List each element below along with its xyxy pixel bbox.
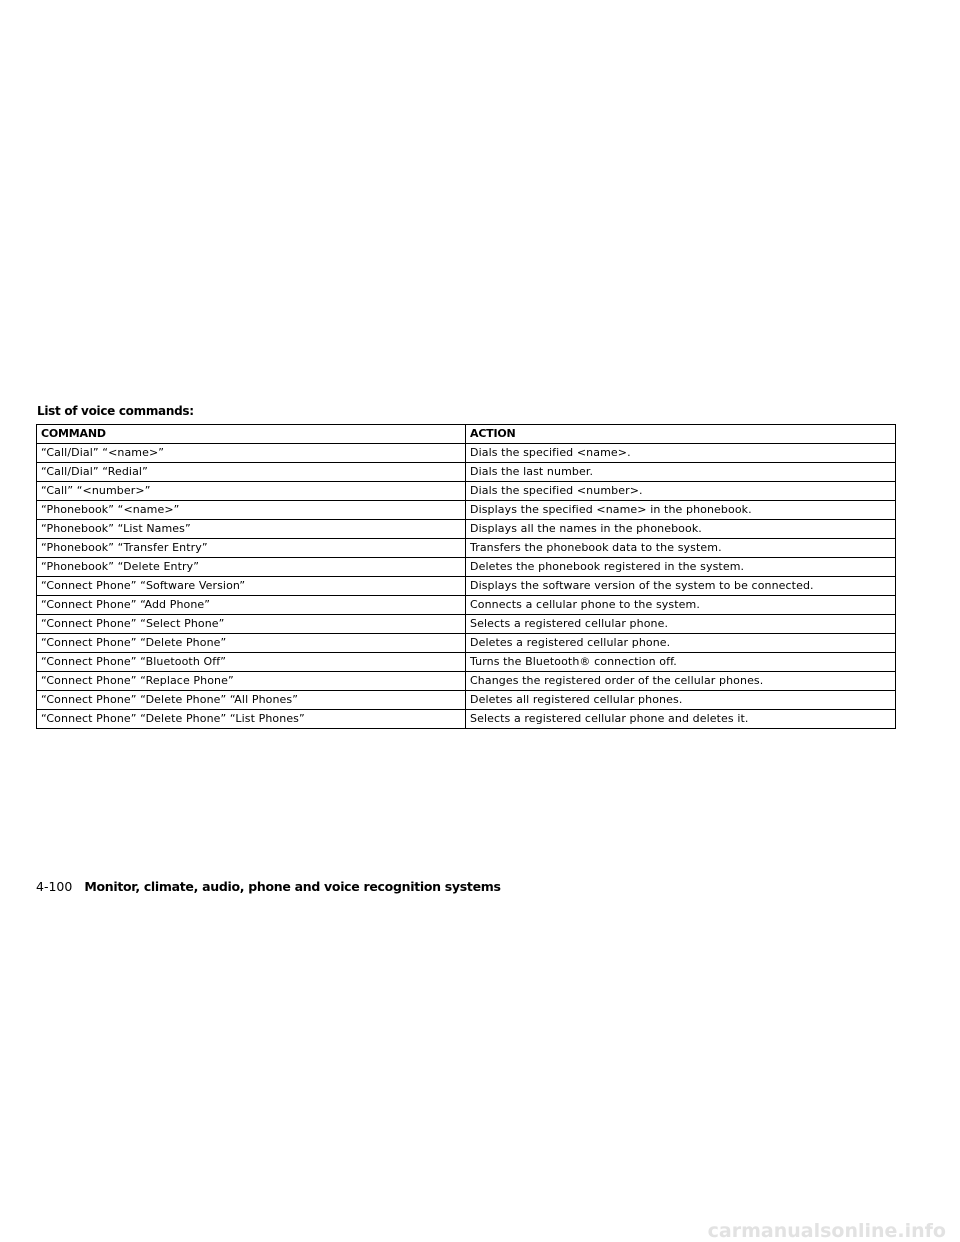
action-cell: Displays the software version of the system to be connected. (466, 577, 896, 596)
table-row (37, 463, 896, 482)
command-cell: “Connect Phone” “Select Phone” (37, 615, 466, 634)
command-cell: “Phonebook” “<name>” (37, 501, 466, 520)
command-cell: “Connect Phone” “Replace Phone” (37, 672, 466, 691)
action-cell: Dials the last number. (466, 463, 896, 482)
table-row (37, 596, 896, 615)
table-row (37, 672, 896, 691)
site-watermark: carmanualsonline.info (707, 1220, 946, 1242)
action-cell: Turns the Bluetooth® connection off. (466, 653, 896, 672)
action-cell: Dials the specified <number>. (466, 482, 896, 501)
page-number: 4-100 (36, 879, 73, 894)
table-row (37, 615, 896, 634)
section-title: Monitor, climate, audio, phone and voice recognition systems (84, 879, 501, 894)
command-cell: “Connect Phone” “Delete Phone” “All Phones” (37, 691, 466, 710)
table-header-row (37, 425, 896, 444)
column-header-command: COMMAND (37, 425, 466, 444)
command-cell: “Connect Phone” “Bluetooth Off” (37, 653, 466, 672)
table-row (37, 539, 896, 558)
action-cell: Displays all the names in the phonebook. (466, 520, 896, 539)
page-footer (36, 879, 501, 894)
action-cell: Selects a registered cellular phone. (466, 615, 896, 634)
command-cell: “Phonebook” “Delete Entry” (37, 558, 466, 577)
table-row (37, 577, 896, 596)
section-heading: List of voice commands: (37, 404, 194, 418)
table-row (37, 691, 896, 710)
command-cell: “Connect Phone” “Delete Phone” “List Phones” (37, 710, 466, 729)
command-cell: “Phonebook” “Transfer Entry” (37, 539, 466, 558)
voice-commands-table (36, 424, 896, 729)
table-row (37, 710, 896, 729)
action-cell: Deletes all registered cellular phones. (466, 691, 896, 710)
action-cell: Displays the specified <name> in the phonebook. (466, 501, 896, 520)
command-cell: “Connect Phone” “Software Version” (37, 577, 466, 596)
action-cell: Transfers the phonebook data to the system. (466, 539, 896, 558)
command-cell: “Call/Dial” “Redial” (37, 463, 466, 482)
column-header-action: ACTION (466, 425, 896, 444)
table-row (37, 558, 896, 577)
action-cell: Changes the registered order of the cellular phones. (466, 672, 896, 691)
table-row (37, 653, 896, 672)
table-row (37, 444, 896, 463)
command-cell: “Phonebook” “List Names” (37, 520, 466, 539)
table-row (37, 520, 896, 539)
table-row (37, 501, 896, 520)
command-cell: “Connect Phone” “Add Phone” (37, 596, 466, 615)
command-cell: “Connect Phone” “Delete Phone” (37, 634, 466, 653)
command-cell: “Call” “<number>” (37, 482, 466, 501)
action-cell: Connects a cellular phone to the system. (466, 596, 896, 615)
table-row (37, 634, 896, 653)
action-cell: Deletes the phonebook registered in the system. (466, 558, 896, 577)
table-row (37, 482, 896, 501)
action-cell: Deletes a registered cellular phone. (466, 634, 896, 653)
command-cell: “Call/Dial” “<name>” (37, 444, 466, 463)
action-cell: Selects a registered cellular phone and deletes it. (466, 710, 896, 729)
action-cell: Dials the specified <name>. (466, 444, 896, 463)
